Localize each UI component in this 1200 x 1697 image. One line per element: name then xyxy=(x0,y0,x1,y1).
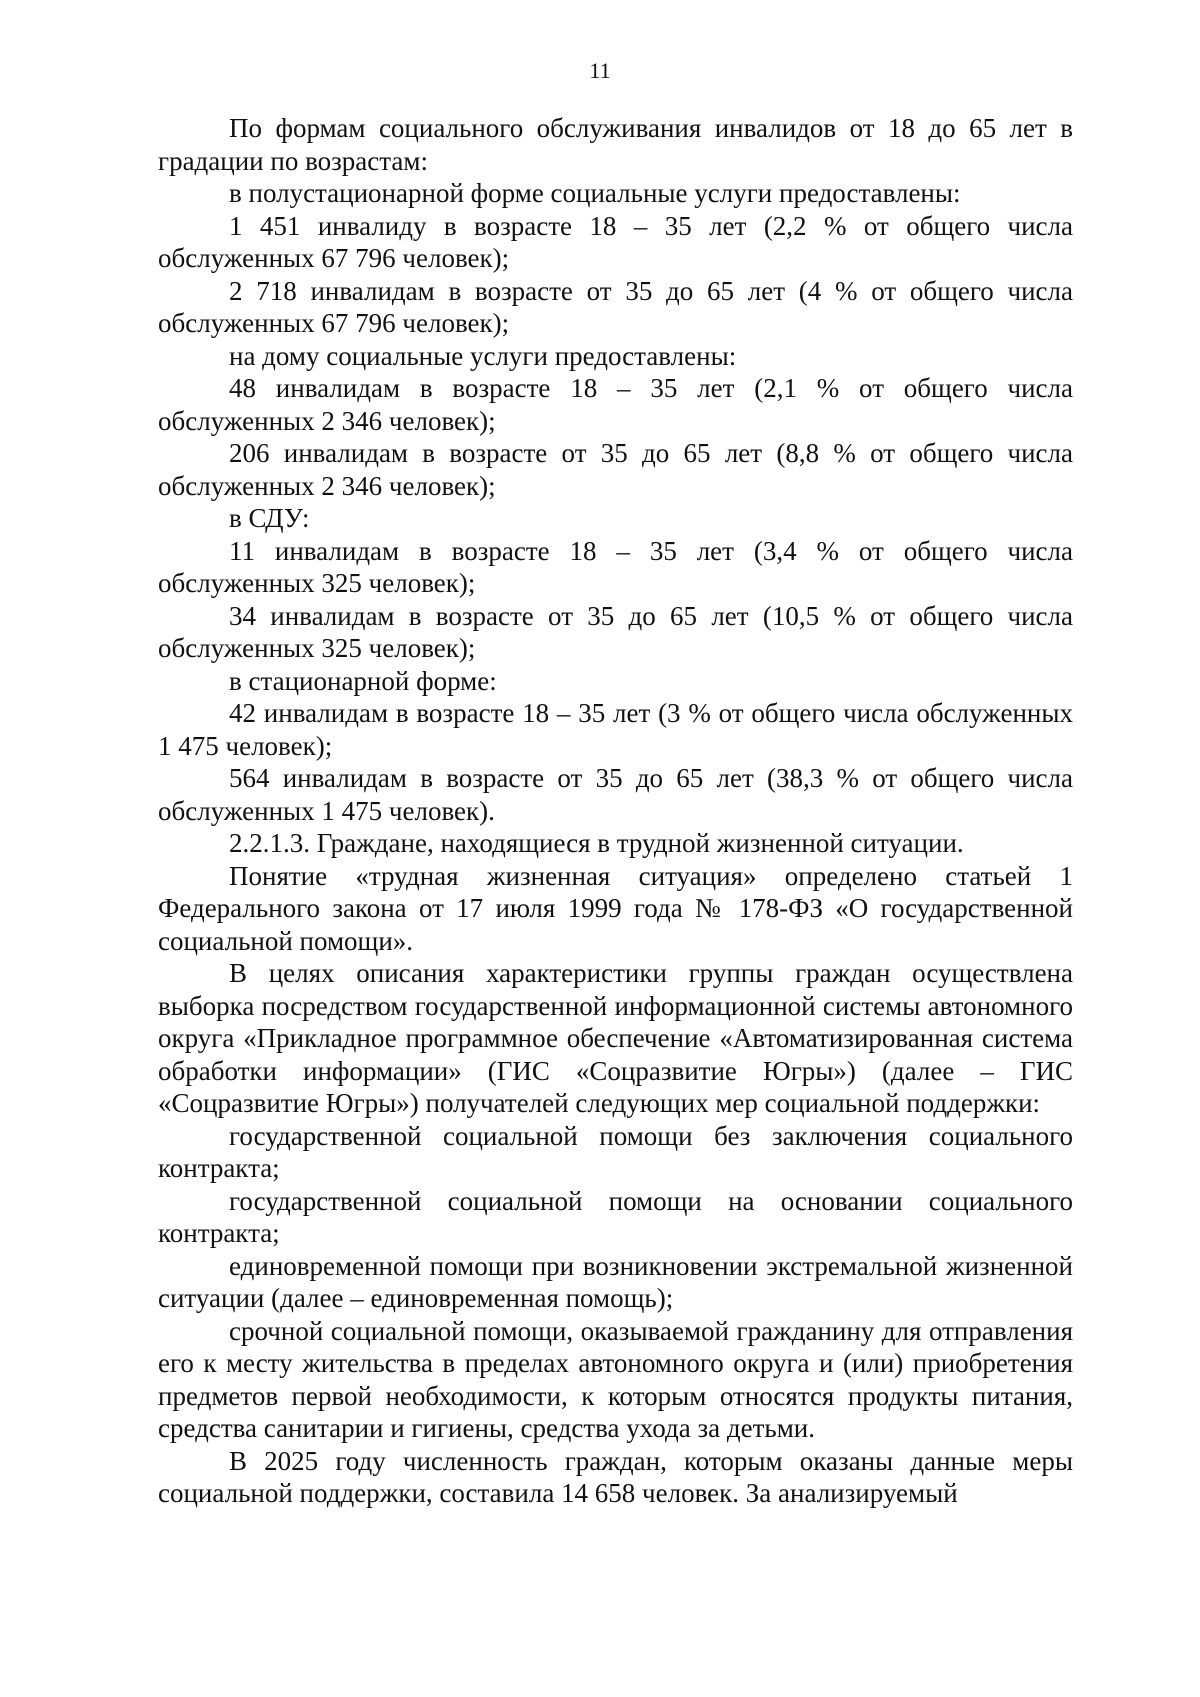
paragraph-concept-definition: Понятие «трудная жизненная ситуация» определено статьей 1 Федерального закона от 17 июля 1999 года № 178-ФЗ «О государственной социальной помощи». xyxy=(158,860,1073,956)
paragraph-measure-with-contract: государственной социальной помощи на основании социального контракта; xyxy=(158,1185,1073,1248)
paragraph-measure-urgent-help: срочной социальной помощи, оказываемой гражданину для отправления его к месту жительства в пределах автономного округа и (или) приобретения предметов первой необходимости, к которым относятся продукты питания, средства санитарии и гигиены, средства ухода за детьми. xyxy=(158,1315,1073,1443)
paragraph-home-heading: на дому социальные услуги предоставлены: xyxy=(229,340,737,371)
paragraph-forms-intro: По формам социального обслуживания инвалидов от 18 до 65 лет в градации по возрастам: xyxy=(158,113,1073,176)
paragraph-sdu-18-35: 11 инвалидам в возрасте 18 – 35 лет (3,4 % от общего числа обслуженных 325 человек); xyxy=(158,535,1073,598)
paragraph-home-35-65: 206 инвалидам в возрасте от 35 до 65 лет (8,8 % от общего числа обслуженных 2 346 человек); xyxy=(158,438,1073,501)
paragraph-semi-stationary-35-65: 2 718 инвалидам в возрасте от 35 до 65 лет (4 % от общего числа обслуженных 67 796 человек); xyxy=(158,275,1073,338)
section-heading-2-2-1-3: 2.2.1.3. Граждане, находящиеся в трудной жизненной ситуации. xyxy=(229,828,964,858)
paragraph-semi-stationary-heading: в полустационарной форме социальные услуги предоставлены: xyxy=(229,178,961,208)
paragraph-stationary-18-35: 42 инвалидам в возрасте 18 – 35 лет (3 % от общего числа обслуженных 1 475 человек); xyxy=(158,698,1073,761)
paragraph-semi-stationary-18-35: 1 451 инвалиду в возрасте 18 – 35 лет (2,2 % от общего числа обслуженных 67 796 человек); xyxy=(158,210,1073,273)
paragraph-stationary-heading: в стационарной форме: xyxy=(229,665,497,696)
paragraph-sdu-heading: в СДУ: xyxy=(229,503,310,533)
paragraph-sdu-35-65: 34 инвалидам в возрасте от 35 до 65 лет (10,5 % от общего числа обслуженных 325 человек); xyxy=(158,600,1073,663)
paragraph-measure-without-contract: государственной социальной помощи без заключения социального контракта; xyxy=(158,1120,1073,1183)
paragraph-home-18-35: 48 инвалидам в возрасте 18 – 35 лет (2,1 % от общего числа обслуженных 2 346 человек); xyxy=(158,373,1073,436)
document-body xyxy=(158,112,1073,1510)
paragraph-stationary-35-65: 564 инвалидам в возрасте от 35 до 65 лет (38,3 % от общего числа обслуженных 1 475 человек). xyxy=(158,763,1073,826)
paragraph-2025-count: В 2025 году численность граждан, которым оказаны данные меры социальной поддержки, составила 14 658 человек. За анализируемый xyxy=(158,1445,1073,1508)
paragraph-sampling-description: В целях описания характеристики группы граждан осуществлена выборка посредством государственной информационной системы автономного округа «Прикладное программное обеспечение «Автоматизированная система обработки информации» (ГИС «Соцразвитие Югры») (далее – ГИС «Соцразвитие Югры») получателей следующих мер социальной поддержки: xyxy=(158,958,1073,1118)
page-number: 11 xyxy=(589,58,611,83)
paragraph-measure-one-time-help: единовременной помощи при возникновении экстремальной жизненной ситуации (далее – единовременная помощь); xyxy=(158,1250,1073,1313)
